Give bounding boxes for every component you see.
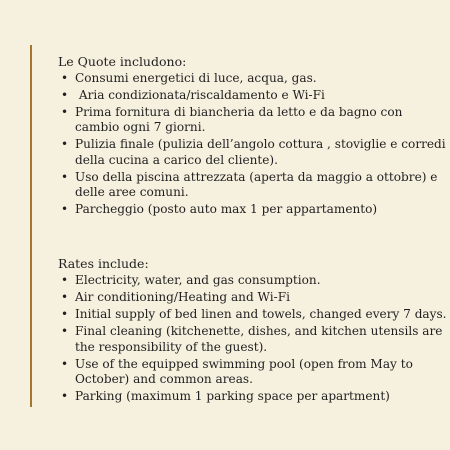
list-item-text: Use of the equipped swimming pool (open from May to October) and common areas.	[75, 356, 413, 387]
bullet-icon: •	[61, 202, 69, 217]
list-item	[55, 170, 447, 201]
bullet-icon: •	[61, 356, 69, 371]
bullet-icon: •	[61, 273, 69, 288]
list-item	[55, 105, 447, 136]
italian-section	[55, 54, 447, 218]
bullet-icon: •	[61, 88, 69, 102]
english-section	[55, 256, 447, 404]
list-item-text: Prima fornitura di biancheria da letto e da bagno con cambio ogni 7 giorni.	[75, 105, 403, 135]
bullet-icon: •	[61, 290, 69, 305]
content	[55, 54, 447, 406]
list-item-text: Aria condizionata/riscaldamento e Wi-Fi	[75, 88, 325, 102]
bullet-icon: •	[61, 169, 69, 184]
english-list	[55, 273, 447, 404]
list-item-text: Parcheggio (posto auto max 1 per appartamento)	[75, 202, 378, 217]
list-item-text: Air conditioning/Heating and Wi-Fi	[75, 290, 290, 305]
bullet-icon: •	[61, 307, 69, 322]
list-item-text: Uso della piscina attrezzata (aperta da maggio a ottobre) e delle aree comuni.	[75, 169, 438, 200]
list-item	[55, 357, 447, 388]
italian-list	[55, 71, 447, 218]
list-item-text: Final cleaning (kitchenette, dishes, and kitchen utensils are the responsibility of the guest).	[75, 324, 443, 354]
list-item	[55, 389, 447, 404]
list-item	[55, 307, 447, 322]
list-item-text: Initial supply of bed linen and towels, changed every 7 days.	[75, 307, 447, 322]
bullet-icon: •	[61, 105, 69, 119]
english-title: Rates include:	[58, 256, 149, 272]
accent-bar	[30, 45, 32, 407]
list-item-text: Parking (maximum 1 parking space per apartment)	[75, 389, 390, 404]
bullet-icon: •	[61, 389, 69, 404]
bullet-icon: •	[61, 324, 69, 339]
bullet-icon: •	[61, 137, 69, 152]
list-item-text: Electricity, water, and gas consumption.	[75, 273, 321, 288]
list-item	[55, 273, 447, 288]
section-gap	[55, 219, 447, 256]
list-item	[55, 71, 447, 86]
list-item	[55, 290, 447, 305]
list-item	[55, 137, 447, 168]
bullet-icon: •	[61, 71, 69, 85]
list-item	[55, 324, 447, 355]
list-item-text: Consumi energetici di luce, acqua, gas.	[75, 71, 317, 85]
italian-title: Le Quote includono:	[58, 54, 187, 69]
list-item-text: Pulizia finale (pulizia dell’angolo cottura , stoviglie e corredi della cucina a carico del cliente).	[75, 137, 446, 167]
list-item	[55, 202, 447, 217]
list-item	[55, 88, 447, 103]
